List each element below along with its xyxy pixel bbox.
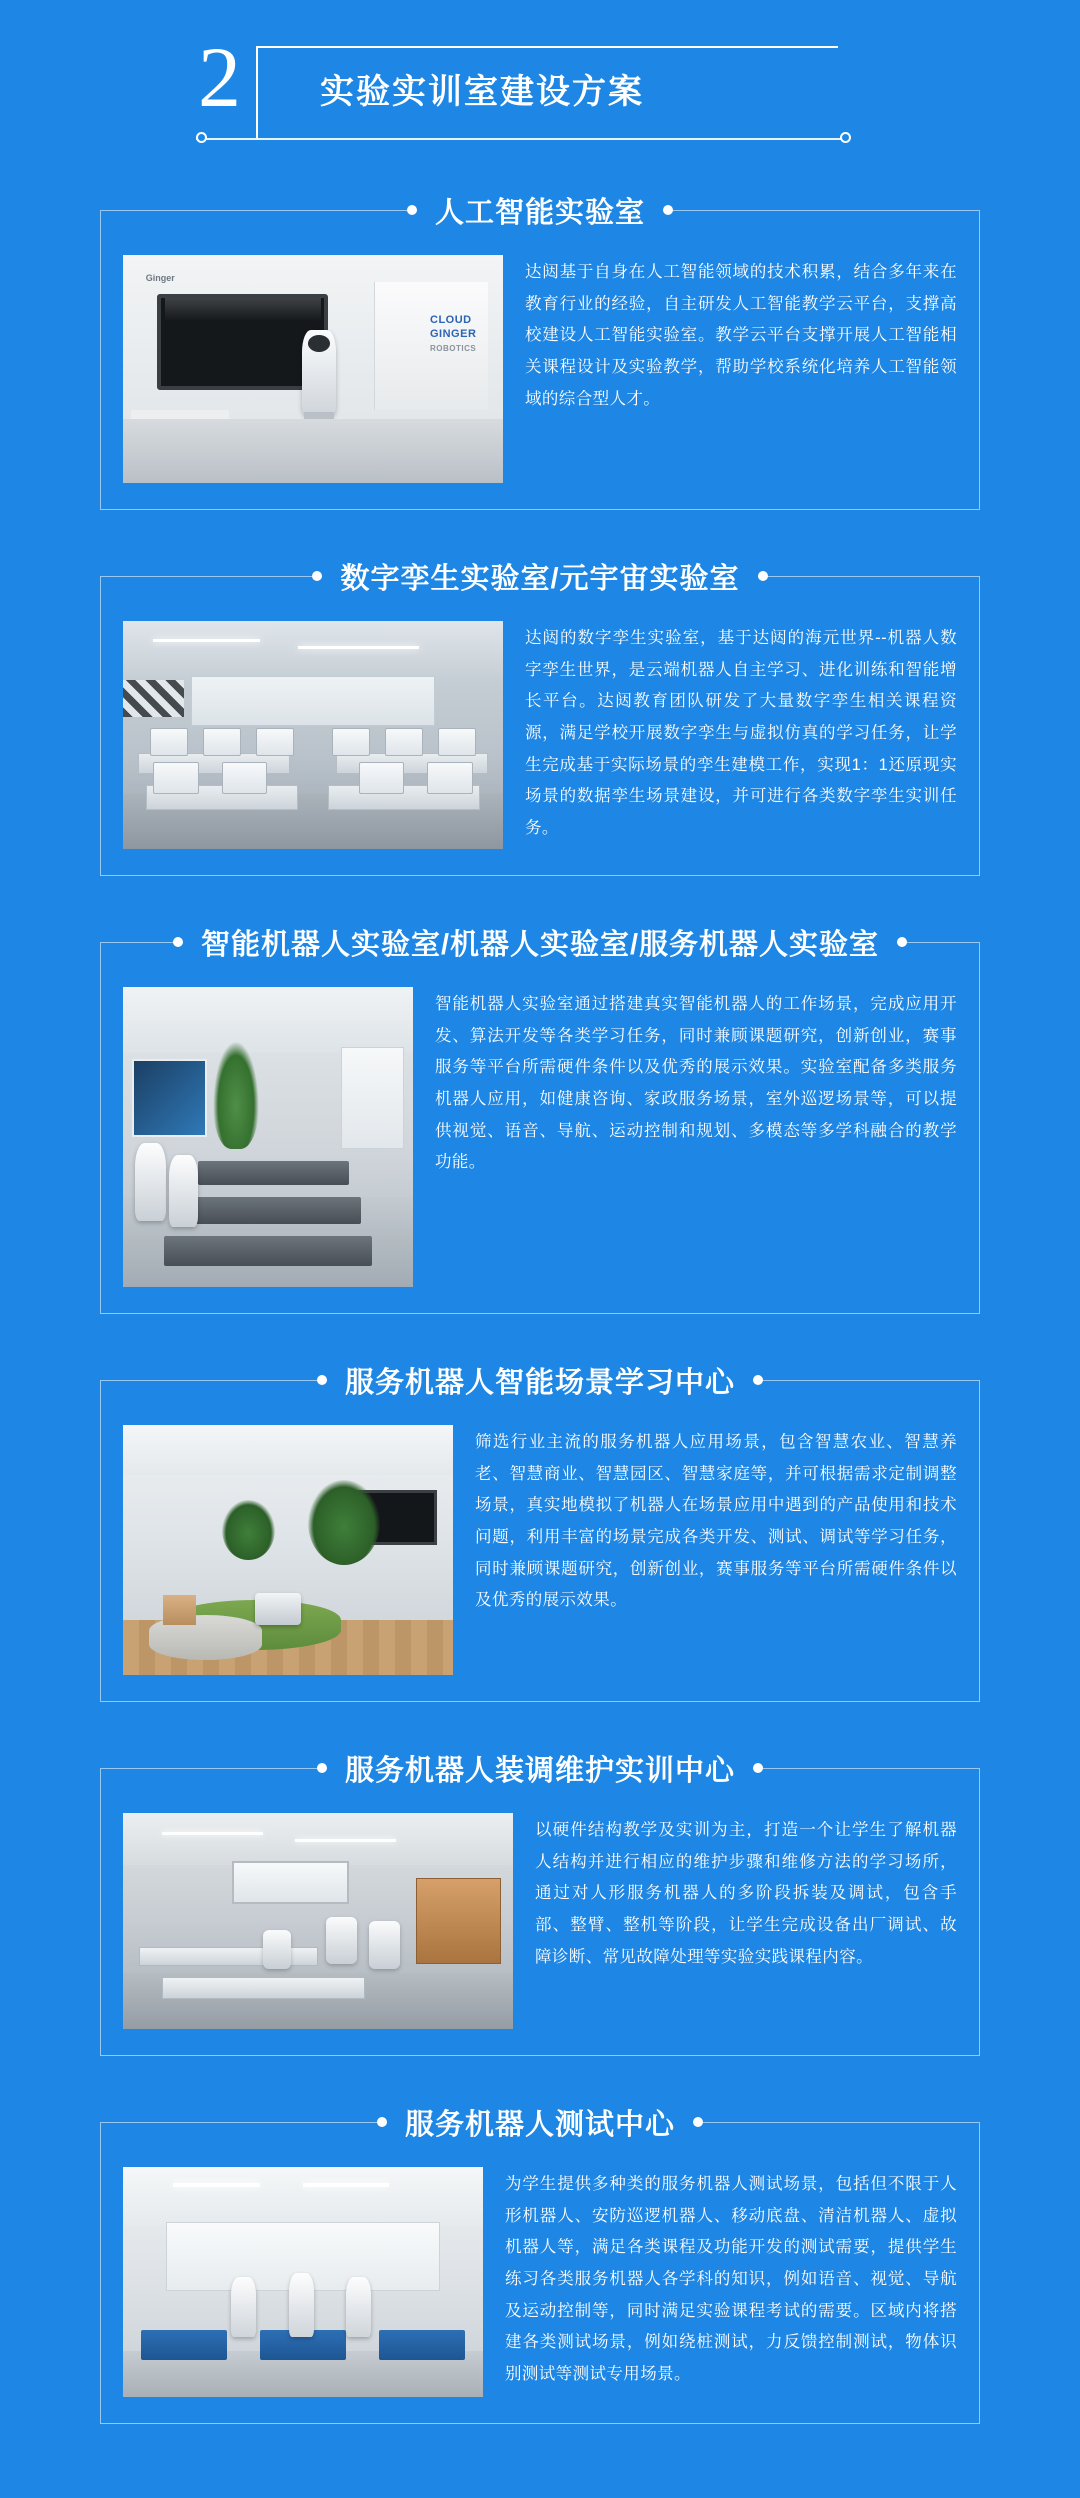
header-dot-left-icon: [196, 132, 207, 143]
bullet-dot-icon: [753, 1375, 763, 1385]
page-title: 实验实训室建设方案: [320, 73, 644, 111]
section-card: [100, 942, 980, 1314]
section-numeral: 2: [198, 29, 241, 125]
section-title: 人工智能实验室: [417, 190, 663, 231]
assembly-maintenance-center-photo: [123, 1813, 513, 2029]
section-card: [100, 1380, 980, 1702]
page-header: [0, 28, 1080, 188]
section-testing-center: [100, 2100, 980, 2424]
bullet-dot-icon: [317, 1375, 327, 1385]
section-card: [100, 576, 980, 876]
section-description: 达闼的数字孪生实验室，基于达闼的海元世界--机器人数字孪生世界，是云端机器人自主学习、进化训练和智能增长平台。达闼教育团队研发了大量数字孪生相关课程资源，满足学校开展数字孪生与虚拟仿真的学习任务，让学生完成基于实际场景的孪生建模工作，实现1：1还原现实场景的数据孪生场景建设，并可进行各类数字孪生实训任务。: [525, 629, 957, 838]
section-description: 以硬件结构教学及实训为主，打造一个让学生了解机器人结构并进行相应的维护步骤和维修方法的学习场所，通过对人形服务机器人的多阶段拆装及调试，包含手部、整臂、整机等阶段，让学生完成设备出厂调试、故障诊断、常见故障处理等实验实践课程内容。: [535, 1821, 957, 1966]
section-assembly-maintenance-center: [100, 1746, 980, 2056]
section-title: 服务机器人测试中心: [387, 2102, 693, 2143]
bullet-dot-icon: [663, 205, 673, 215]
section-title-row: [100, 920, 980, 964]
digital-twin-lab-photo: [123, 621, 503, 849]
section-description: 筛选行业主流的服务机器人应用场景，包含智慧农业、智慧养老、智慧商业、智慧园区、智慧家庭等，并可根据需求定制调整场景，真实地模拟了机器人在场景应用中遇到的产品使用和技术问题，利用丰富的场景完成各类开发、测试、调试等学习任务，同时兼顾课题研究，创新创业，赛事服务等平台所需硬件条件以及优秀的展示效果。: [475, 1433, 957, 1610]
section-title: 服务机器人装调维护实训中心: [327, 1748, 753, 1789]
section-description: 为学生提供多种类的服务机器人测试场景，包括但不限于人形机器人、安防巡逻机器人、移动底盘、清洁机器人、虚拟机器人等，满足各类课程及功能开发的测试需要，提供学生练习各类服务机器人各学科的知识，例如语音、视觉、导航及运动控制等，同时满足实验课程考试的需要。区域内将搭建各类测试场景，例如绕桩测试，力反馈控制测试，物体识别测试等测试专用场景。: [505, 2175, 957, 2384]
testing-center-photo: [123, 2167, 483, 2397]
section-card: [100, 1768, 980, 2056]
section-card: [100, 2122, 980, 2424]
header-top-rule: [258, 46, 838, 48]
bullet-dot-icon: [173, 937, 183, 947]
header-left-rule: [256, 46, 258, 138]
section-intelligent-robot-lab: [100, 920, 980, 1314]
section-description: 智能机器人实验室通过搭建真实智能机器人的工作场景，完成应用开发、算法开发等各类学习任务，同时兼顾课题研究，创新创业，赛事服务等平台所需硬件条件以及优秀的展示效果。实验室配备多类服务机器人应用，如健康咨询、家政服务场景，室外巡逻场景等，可以提供视觉、语音、导航、运动控制和规划、多模态等多学科融合的教学功能。: [435, 995, 957, 1172]
bullet-dot-icon: [317, 1763, 327, 1773]
scene-learning-center-photo: [123, 1425, 453, 1675]
intelligent-robot-lab-photo: [123, 987, 413, 1287]
ai-lab-photo: Ginger CLOUD GINGER ROBOTICS: [123, 255, 503, 483]
header-bottom-rule: [196, 138, 848, 140]
bullet-dot-icon: [407, 205, 417, 215]
section-description: 达闼基于自身在人工智能领域的技术积累，结合多年来在教育行业的经验，自主研发人工智能教学云平台，支撑高校建设人工智能实验室。教学云平台支撑开展人工智能相关课程设计及实验教学，帮助学校系统化培养人工智能领域的综合型人才。: [525, 263, 957, 408]
bullet-dot-icon: [897, 937, 907, 947]
bullet-dot-icon: [693, 2117, 703, 2127]
header-dot-right-icon: [840, 132, 851, 143]
bullet-dot-icon: [758, 571, 768, 581]
section-scene-learning-center: [100, 1358, 980, 1702]
bullet-dot-icon: [753, 1763, 763, 1773]
section-ai-lab: [100, 188, 980, 510]
section-title: 数字孪生实验室/元宇宙实验室: [322, 556, 757, 597]
section-title: 智能机器人实验室/机器人实验室/服务机器人实验室: [183, 922, 897, 963]
section-card: [100, 210, 980, 510]
section-title: 服务机器人智能场景学习中心: [327, 1360, 753, 1401]
section-digital-twin-lab: [100, 554, 980, 876]
bullet-dot-icon: [377, 2117, 387, 2127]
